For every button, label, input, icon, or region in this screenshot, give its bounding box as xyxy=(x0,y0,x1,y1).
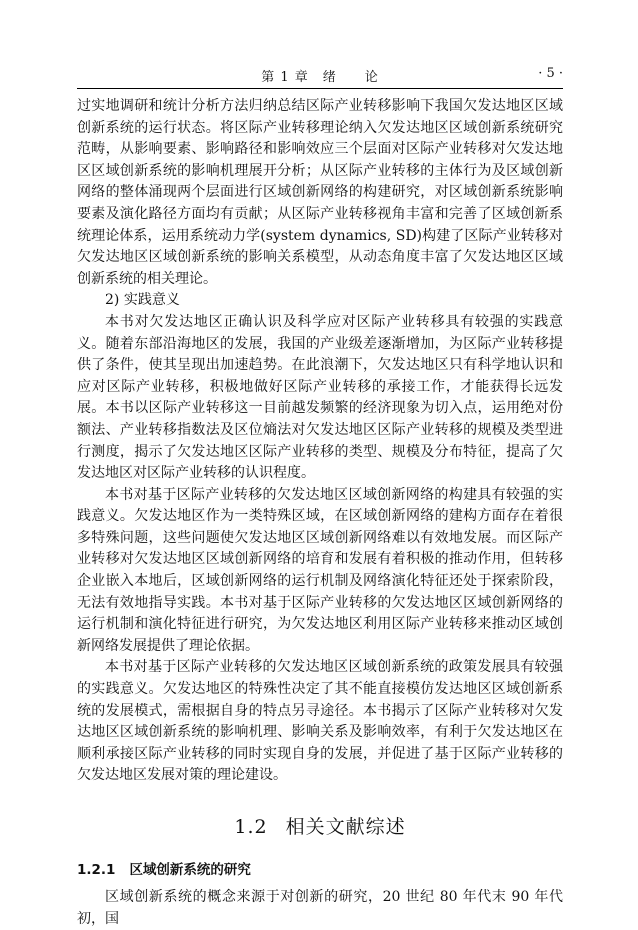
running-header xyxy=(77,66,563,86)
section-title: 相关文献综述 xyxy=(285,816,406,838)
subsection-heading xyxy=(77,859,563,881)
paragraph-practical-1: 本书对欠发达地区正确认识及科学应对区际产业转移具有较强的实践意义。随着东部沿海地区的发展，我国的产业级差逐渐增加，为区际产业转移提供了条件，使其呈现出加速趋势。在此浪潮下，欠发达地区只有科学地认识和应对区际产业转移，积极地做好区际产业转移的承接工作，才能获得长远发展。本书以区际产业转移这一目前越发频繁的经济现象为切入点，运用绝对份额法、产业转移指数法及区位熵法对欠发达地区区际产业转移的规模及类型进行测度，揭示了欠发达地区区际产业转移的类型、规模及分布特征，提高了欠发达地区对区际产业转移的认识程度。 xyxy=(77,313,563,482)
section-heading xyxy=(77,812,563,839)
header-rule xyxy=(77,88,563,89)
chapter-title: 第 1 章 绪 论 xyxy=(261,70,379,85)
paragraph-continuation: 过实地调研和统计分析方法归纳总结区际产业转移影响下我国欠发达地区区域创新系统的运行状态。将区际产业转移理论纳入欠发达地区区域创新系统研究范畴，从影响要素、影响路径和影响效应三个层面对区际产业转移对欠发达地区区域创新系统的影响机理展开分析；从区际产业转移的主体行为及区域创新网络的整体涌现两个层面进行区域创新网络的构建研究，对区域创新系统影响要素及演化路径方面均有贡献；从区际产业转移视角丰富和完善了区域创新系统理论体系，运用系统动力学(system dynamics, SD)构建了区际产业转移对欠发达地区区域创新系统的影响关系模型，从动态角度丰富了欠发达地区区域创新系统的相关理论。 xyxy=(77,98,563,287)
paragraph-regional-innovation: 区域创新系统的概念来源于对创新的研究，20 世纪 80 年代末 90 年代初，国 xyxy=(77,889,563,927)
page-number: · 5 · xyxy=(538,66,563,81)
page-body xyxy=(77,96,563,930)
subsection-number: 1.2.1 xyxy=(77,862,116,878)
section-number: 1.2 xyxy=(234,816,268,838)
item-heading-practical-significance: 2) 实践意义 xyxy=(105,292,180,309)
paragraph-practical-2: 本书对基于区际产业转移的欠发达地区区域创新网络的构建具有较强的实践意义。欠发达地区作为一类特殊区域，在区域创新网络的建构方面存在着很多特殊问题，这些问题使欠发达地区区域创新网络难以有效地发展。而区际产业转移对欠发达地区区域创新网络的培育和发展有着积极的推动作用，但转移企业嵌入本地后，区域创新网络的运行机制及网络演化特征还处于探索阶段，无法有效地指导实践。本书对基于区际产业转移的欠发达地区区域创新网络的运行机制和演化特征进行研究，为欠发达地区利用区际产业转移来推动区域创新网络发展提供了理论依据。 xyxy=(77,486,563,654)
subsection-title: 区域创新系统的研究 xyxy=(129,862,251,878)
paragraph-practical-3: 本书对基于区际产业转移的欠发达地区区域创新系统的政策发展具有较强的实践意义。欠发达地区的特殊性决定了其不能直接模仿发达地区区域创新系统的发展模式，需根据自身的特点另寻途径。本书揭示了区际产业转移对欠发达地区区域创新系统的影响机理、影响关系及影响效率，有利于欠发达地区在顺利承接区际产业转移的同时实现自身的发展，并促进了基于区际产业转移的欠发达地区发展对策的理论建设。 xyxy=(77,659,563,784)
